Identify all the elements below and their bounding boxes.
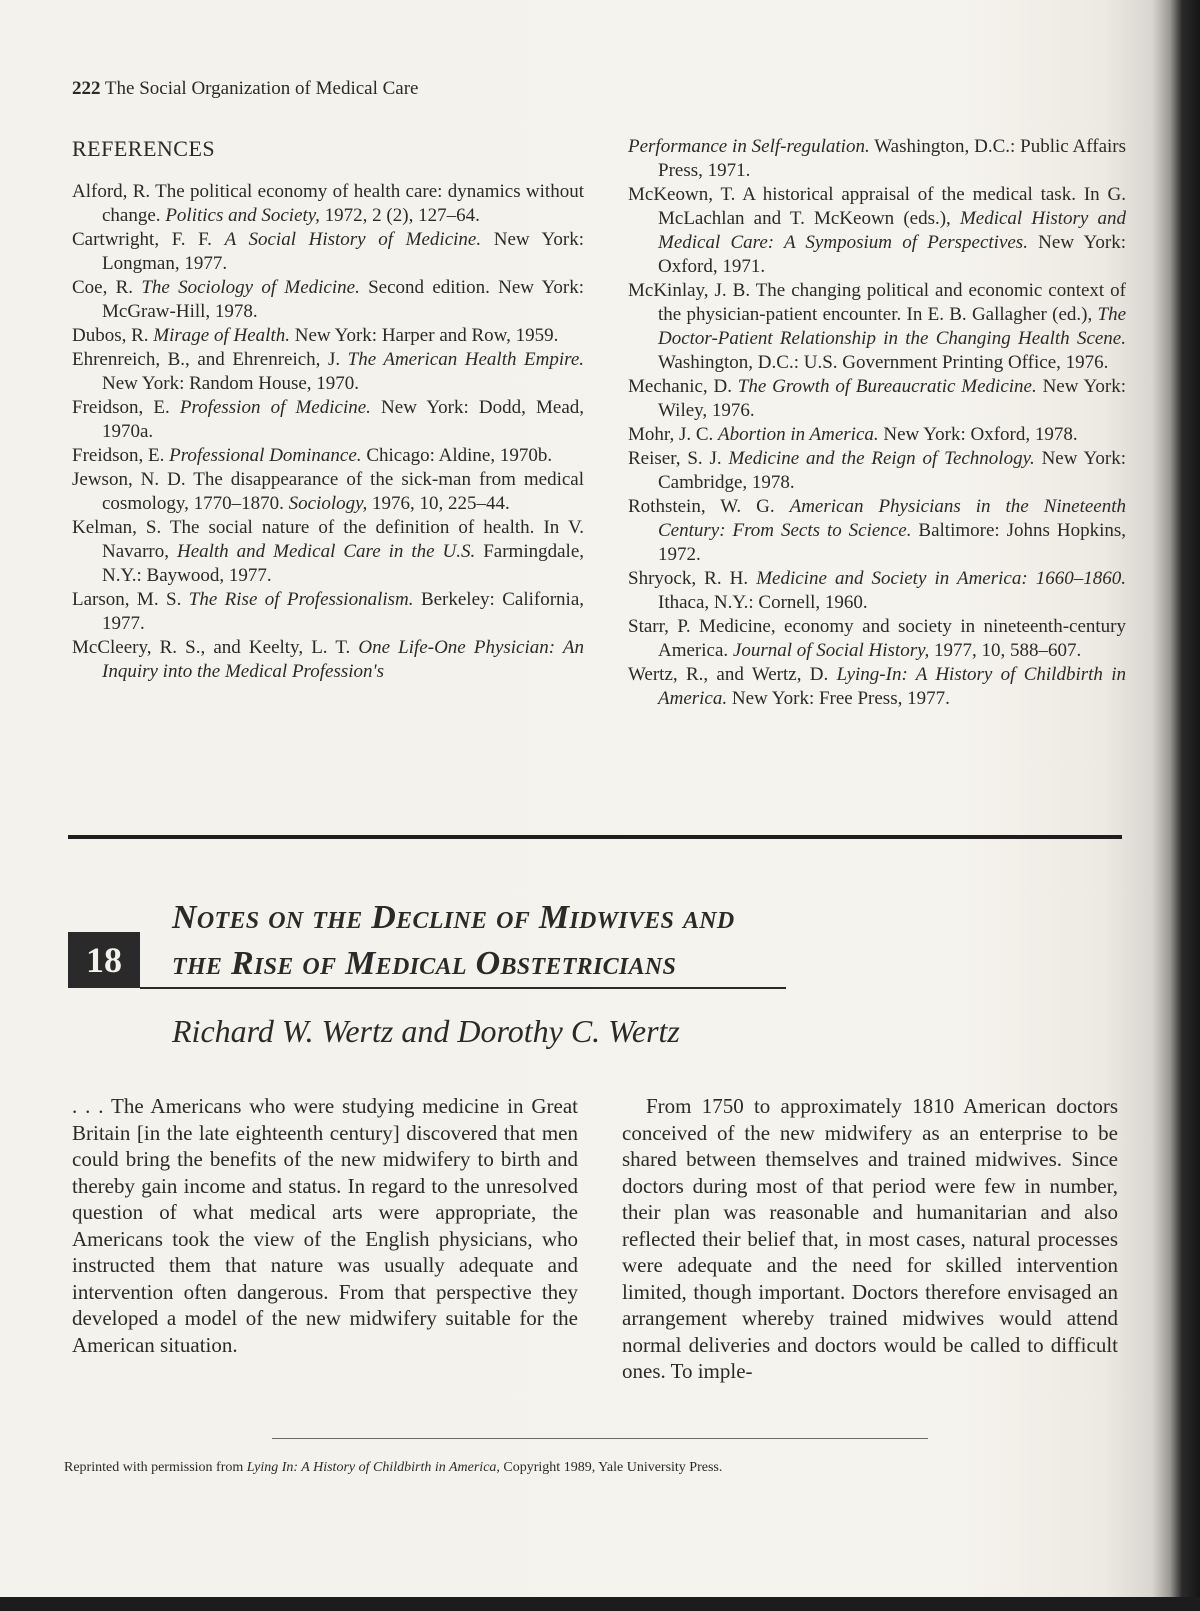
reference-item: Performance in Self-regulation. Washington, D.C.: Public Affairs Press, 1971. [628,136,1126,181]
page-number: 222 [72,78,101,99]
reference-item: Rothstein, W. G. American Physicians in the Nineteenth Century: From Sects to Science. Baltimore: Johns Hopkins, 1972. [628,496,1126,565]
running-head [72,78,419,100]
chapter-title-underline [140,987,786,989]
reference-item: McKinlay, J. B. The changing political and economic context of the physician-patient encounter. In E. B. Gallagher (ed.), The Doctor-Patient Relationship in the Changing Health Scene. Washington, D.C.: U.S. Government Printing Office, 1976. [628,280,1126,373]
references-heading: REFERENCES [72,136,216,161]
reference-item: Wertz, R., and Wertz, D. Lying-In: A History of Childbirth in America. New York: Free Press, 1977. [628,664,1126,709]
reference-item: Kelman, S. The social nature of the definition of health. In V. Navarro, Health and Medical Care in the U.S. Farmingdale, N.Y.: Baywood, 1977. [72,517,584,586]
reference-item: Jewson, N. D. The disappearance of the sick-man from medical cosmology, 1770–1870. Sociology, 1976, 10, 225–44. [72,469,584,514]
reference-item: Ehrenreich, B., and Ehrenreich, J. The American Health Empire. New York: Random House, 1970. [72,349,584,394]
chapter-authors: Richard W. Wertz and Dorothy C. Wertz [172,1013,680,1049]
reference-item: McCleery, R. S., and Keelty, L. T. One Life-One Physician: An Inquiry into the Medical Profession's [72,637,584,682]
reference-item: McKeown, T. A historical appraisal of the medical task. In G. McLachlan and T. McKeown (eds.), Medical History and Medical Care: A Symposium of Perspectives. New York: Oxford, 1971. [628,184,1126,277]
reference-item: Starr, P. Medicine, economy and society in nineteenth-century America. Journal of Social History, 1977, 10, 588–607. [628,616,1126,661]
scan-bottom-edge [0,1597,1200,1611]
reference-item: Cartwright, F. F. A Social History of Medicine. New York: Longman, 1977. [72,229,584,274]
reference-item: Mechanic, D. The Growth of Bureaucratic Medicine. New York: Wiley, 1976. [628,376,1126,421]
reference-item: Alford, R. The political economy of health care: dynamics without change. Politics and Society, 1972, 2 (2), 127–64. [72,181,584,226]
reference-item: Shryock, R. H. Medicine and Society in America: 1660–1860. Ithaca, N.Y.: Cornell, 1960. [628,568,1126,613]
section-divider [68,835,1122,839]
footnote-divider [272,1438,928,1439]
references-right-column [628,135,1126,711]
chapter-number: 18 [68,932,140,988]
reference-item: Dubos, R. Mirage of Health. New York: Harper and Row, 1959. [72,325,559,346]
reference-item: Freidson, E. Profession of Medicine. New York: Dodd, Mead, 1970a. [72,397,585,442]
references-left-column [72,180,584,684]
reprint-credit: Reprinted with permission from Lying In: A History of Childbirth in America, Copyright 1989, Yale University Press. [64,1460,723,1475]
reference-item: Mohr, J. C. Abortion in America. New York: Oxford, 1978. [628,424,1078,445]
reference-item: Reiser, S. J. Medicine and the Reign of Technology. New York: Cambridge, 1978. [628,448,1126,493]
chapter-title: Notes on the Decline of Midwives and the Rise of Medical Obstetricians [172,899,735,982]
reference-item: Coe, R. The Sociology of Medicine. Second edition. New York: McGraw-Hill, 1978. [72,277,584,322]
body-text-left-column: . . . The Americans who were studying medicine in Great Britain [in the late eighteenth century] discovered that men could bring the benefits of the new midwifery to birth and thereby gain income and status. In regard to the unresolved question of what medical arts were appropriate, the Americans took the view of the English physicians, who instructed them that nature was usually adequate and intervention often dangerous. From that perspective they developed a model of the new midwifery suitable for the American situation. [72,1094,578,1357]
body-text-right-column: From 1750 to approximately 1810 American doctors conceived of the new midwifery as an enterprise to be shared between themselves and trained midwives. Since doctors during most of that period were few in number, their plan was reasonable and humanitarian and also reflected their belief that, in most cases, natural processes were adequate and the need for skilled intervention limited, though important. Doctors therefore envisaged an arrangement whereby trained midwives would attend normal deliveries and doctors would be called to difficult ones. To imple- [622,1094,1118,1383]
reference-item: Larson, M. S. The Rise of Professionalism. Berkeley: California, 1977. [72,589,584,634]
running-head-title: The Social Organization of Medical Care [104,78,419,99]
reference-item: Freidson, E. Professional Dominance. Chicago: Aldine, 1970b. [72,445,553,466]
